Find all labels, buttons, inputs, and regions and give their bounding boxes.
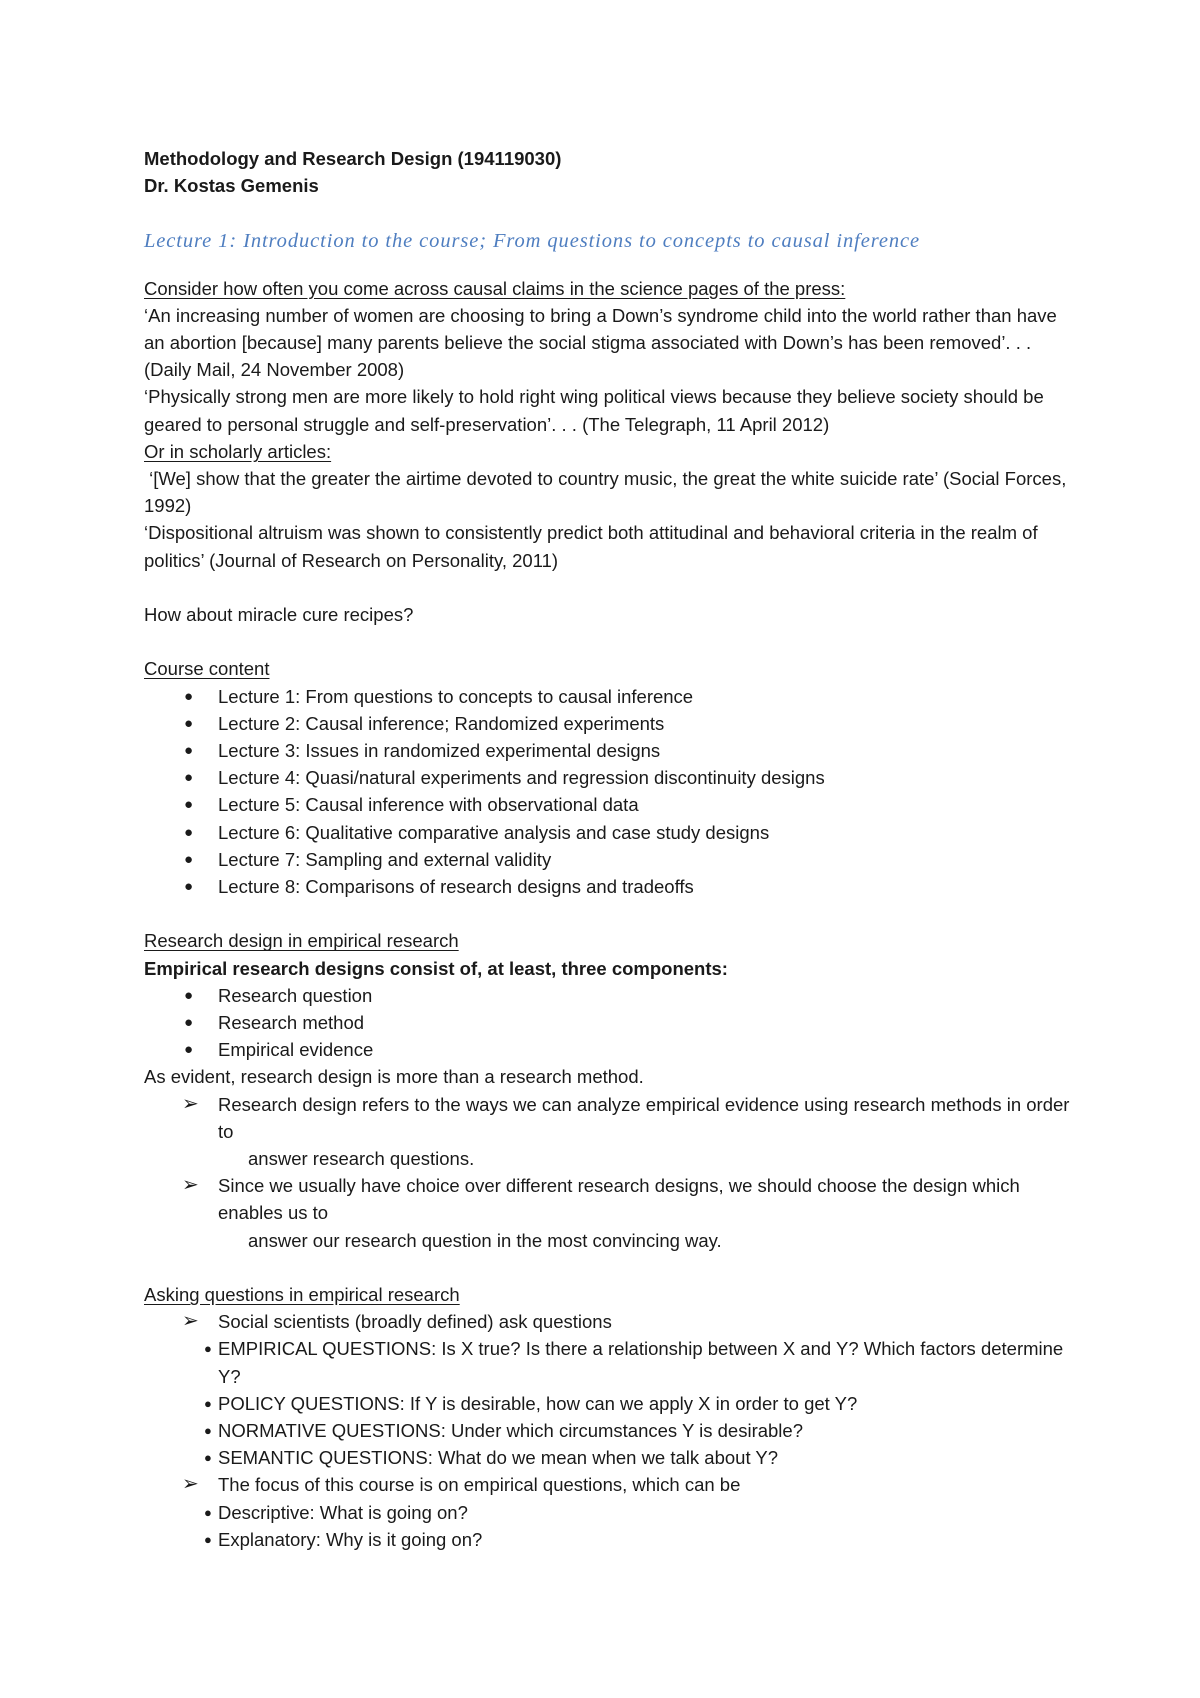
course-title: Methodology and Research Design (194119030): [144, 148, 562, 169]
list-item: ● Lecture 1: From questions to concepts to causal inference: [144, 683, 1074, 710]
focus-arrow-list: [144, 1471, 1074, 1498]
design-arrow-list: [144, 1091, 1074, 1254]
bullet-icon: ●: [184, 823, 194, 841]
list-item: ● Descriptive: What is going on?: [144, 1499, 1074, 1526]
list-item: ● EMPIRICAL QUESTIONS: Is X true? Is there a relationship between X and Y? Which factors determine Y?: [144, 1335, 1074, 1389]
scholarly-heading: Or in scholarly articles:: [144, 440, 332, 462]
bullet-icon: ●: [204, 1531, 212, 1547]
arrow-bullet-icon: ➢: [182, 1473, 199, 1496]
list-item: ● Lecture 2: Causal inference; Randomized experiments: [144, 710, 1074, 737]
component-list: [144, 982, 1074, 1064]
miracle-question: How about miracle cure recipes?: [144, 604, 414, 626]
list-item: ➢ Social scientists (broadly defined) ask questions: [144, 1308, 1074, 1335]
bullet-icon: ●: [184, 850, 194, 868]
press-quote-2: ‘Physically strong men are more likely to hold right wing political views because they believe society should be geared to personal struggle and self-preservation’. . . (The Telegraph, 11 April 2012): [144, 386, 1049, 435]
bullet-icon: ●: [184, 986, 194, 1004]
empirical-kinds-list: [144, 1499, 1074, 1553]
bullet-icon: ●: [184, 742, 194, 760]
document-body: [144, 145, 1074, 1553]
bullet-icon: ●: [204, 1341, 212, 1357]
bullet-icon: ●: [184, 1014, 194, 1032]
spacer: [144, 1254, 1074, 1281]
course-content-heading: Course content: [144, 658, 270, 680]
scholarly-quote-2: ‘Dispositional altruism was shown to consistently predict both attitudinal and behavioral criteria in the realm of politics’ (Journal of Research on Personality, 2011): [144, 522, 1043, 571]
questions-arrow-list: [144, 1308, 1074, 1335]
spacer: [144, 255, 1074, 275]
bullet-icon: ●: [184, 796, 194, 814]
list-item: ● POLICY QUESTIONS: If Y is desirable, how can we apply X in order to get Y?: [144, 1390, 1074, 1417]
press-heading: Consider how often you come across causal claims in the science pages of the press:: [144, 277, 846, 299]
bullet-icon: ●: [184, 878, 194, 896]
list-item: ● Empirical evidence: [144, 1036, 1074, 1063]
arrow-bullet-icon: ➢: [182, 1092, 199, 1115]
lecture-list: [144, 683, 1074, 901]
bullet-icon: ●: [184, 687, 194, 705]
list-item: ➢ The focus of this course is on empirical questions, which can be: [144, 1471, 1074, 1498]
evident-statement: As evident, research design is more than a research method.: [144, 1066, 644, 1088]
list-item: ➢ Research design refers to the ways we can analyze empirical evidence using research methods in order to answer research questions.: [182, 1092, 1070, 1170]
bullet-icon: ●: [204, 1423, 212, 1439]
list-item: ● NORMATIVE QUESTIONS: Under which circumstances Y is desirable?: [144, 1417, 1074, 1444]
list-item: ● Lecture 3: Issues in randomized experimental designs: [144, 737, 1074, 764]
list-item: ● Research question: [144, 982, 1074, 1009]
spacer: [144, 574, 1074, 601]
arrow-bullet-icon: ➢: [182, 1174, 199, 1197]
asking-questions-heading: Asking questions in empirical research: [144, 1284, 460, 1306]
list-item: ● Research method: [144, 1009, 1074, 1036]
arrow-bullet-icon: ➢: [182, 1310, 199, 1333]
spacer: [144, 199, 1074, 226]
spacer: [144, 900, 1074, 927]
bullet-icon: ●: [204, 1395, 212, 1411]
list-item: ● Lecture 7: Sampling and external validity: [144, 846, 1074, 873]
bullet-icon: ●: [204, 1504, 212, 1520]
research-design-statement: Empirical research designs consist of, at least, three components:: [144, 957, 728, 979]
list-item: ● Lecture 5: Causal inference with observational data: [144, 791, 1074, 818]
spacer: [144, 628, 1074, 655]
instructor-name: Dr. Kostas Gemenis: [144, 175, 319, 197]
bullet-icon: ●: [204, 1450, 212, 1466]
bullet-icon: ●: [184, 769, 194, 787]
scholarly-quote-1: ‘[We] show that the greater the airtime devoted to country music, the great the white suicide rate’ (Social Forces, 1992): [144, 468, 1072, 517]
bullet-icon: ●: [184, 1041, 194, 1059]
list-item: ● Explanatory: Why is it going on?: [144, 1526, 1074, 1553]
bullet-icon: ●: [184, 714, 194, 732]
list-item: ● Lecture 4: Quasi/natural experiments and regression discontinuity designs: [144, 764, 1074, 791]
research-design-heading: Research design in empirical research: [144, 930, 459, 952]
list-item: ● SEMANTIC QUESTIONS: What do we mean when we talk about Y?: [144, 1444, 1074, 1471]
list-item: ● Lecture 8: Comparisons of research designs and tradeoffs: [144, 873, 1074, 900]
list-item: ● Lecture 6: Qualitative comparative analysis and case study designs: [144, 819, 1074, 846]
list-item: ➢ Since we usually have choice over different research designs, we should choose the design which enables us to answer our research question in the most convincing way.: [182, 1174, 1020, 1251]
question-types-list: [144, 1335, 1074, 1471]
lecture-heading: Lecture 1: Introduction to the course; From questions to concepts to causal inference: [144, 229, 921, 252]
press-quote-1: ‘An increasing number of women are choosing to bring a Down’s syndrome child into the world rather than have an abortion [because] many parents believe the social stigma associated with Down’s has been removed’. . . (Daily Mail, 24 November 2008): [144, 304, 1062, 381]
